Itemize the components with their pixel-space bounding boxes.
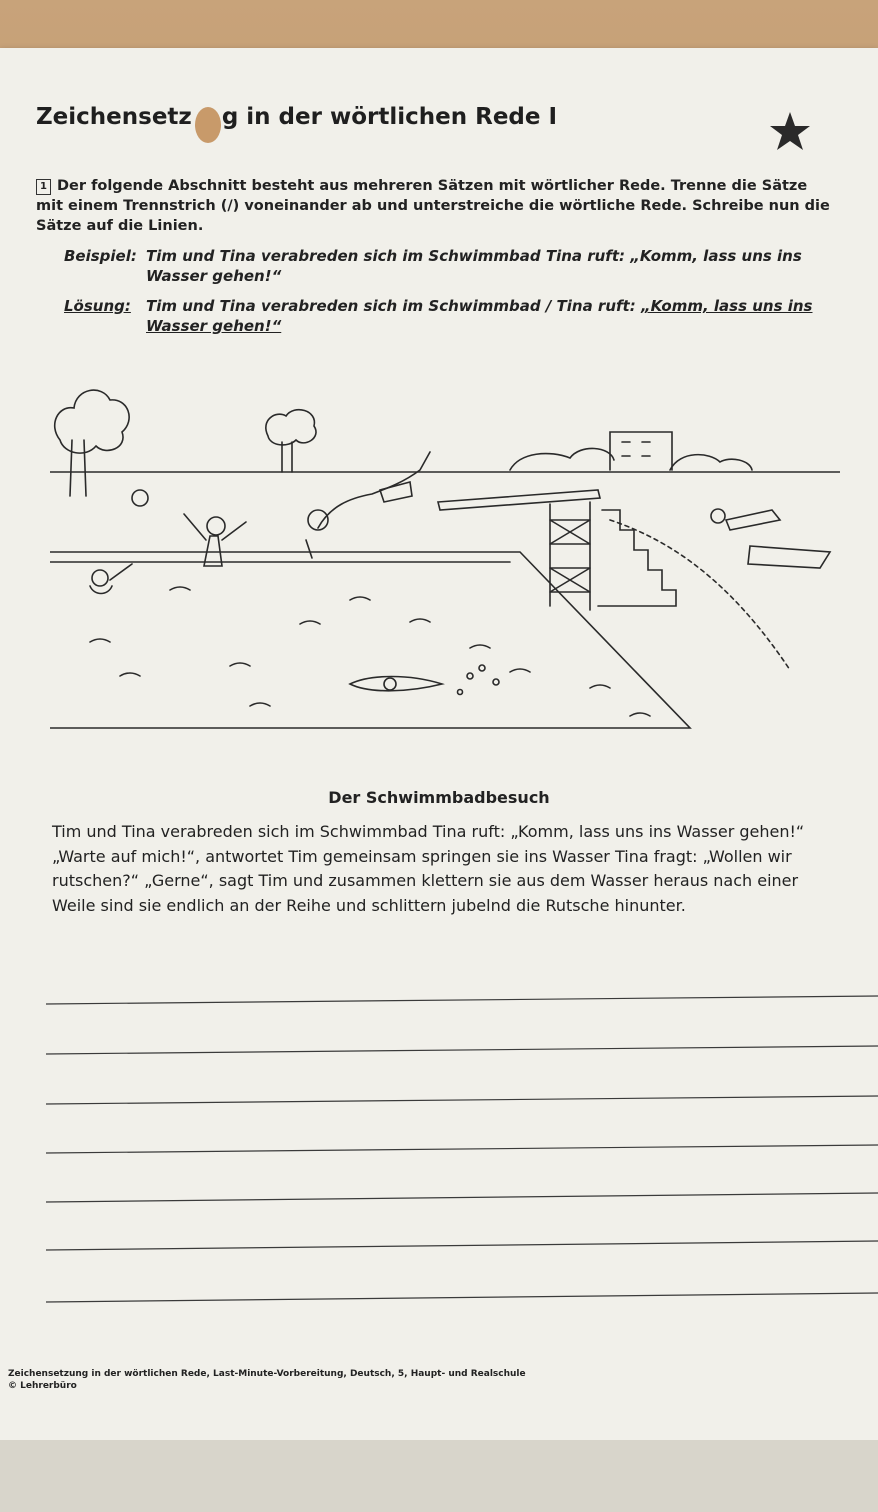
footer-copyright: © Lehrerbüro: [8, 1381, 77, 1391]
solution-block: Lösung: Tim und Tina verabreden sich im Schwimmbad / Tina ruft: „Komm, lass uns ins Wasser gehen!“: [64, 297, 813, 335]
writing-line: [46, 1046, 878, 1054]
writing-line: [46, 1096, 878, 1104]
story-paragraph: Tim und Tina verabreden sich im Schwimmbad Tina ruft: „Komm, lass uns ins Wasser gehen!“ „Warte auf mich!“, antwortet Tim gemeinsam springen sie ins Wasser Tina fragt: „Wollen wir rutschen?“ „Gerne“, sagt Tim und zusammen klettern sie aus dem Wasser heraus nach einer Weile sind sie endlich an der Reihe und schlittern jubelnd die Rutsche hinunter.: [52, 822, 805, 915]
footer-source: Zeichensetzung in der wörtlichen Rede, Last-Minute-Vorbereitung, Deutsch, 5, Haupt- und Realschule: [8, 1369, 526, 1379]
story-title: Der Schwimmbadbesuch: [328, 788, 550, 807]
footer: [8, 1368, 526, 1392]
writing-line: [46, 1193, 878, 1202]
example-block: Beispiel: Tim und Tina verabreden sich im Schwimmbad Tina ruft: „Komm, lass uns ins Wasser gehen!“: [64, 247, 802, 285]
writing-line: [46, 1293, 878, 1302]
task-number: 1: [36, 179, 51, 195]
worksheet-title: Zeichensetz g in der wörtlichen Rede I: [36, 104, 558, 130]
writing-line: [46, 1241, 878, 1250]
writing-line: [46, 996, 878, 1004]
writing-line: [46, 1145, 878, 1153]
task-instructions: 1 Der folgende Abschnitt besteht aus mehreren Sätzen mit wörtlicher Rede. Trenne die Sätze mit einem Trennstrich (/) voneinander ab und unterstreiche die wörtliche Rede. Schreibe nun die Sätze auf die Linien.: [36, 178, 830, 234]
